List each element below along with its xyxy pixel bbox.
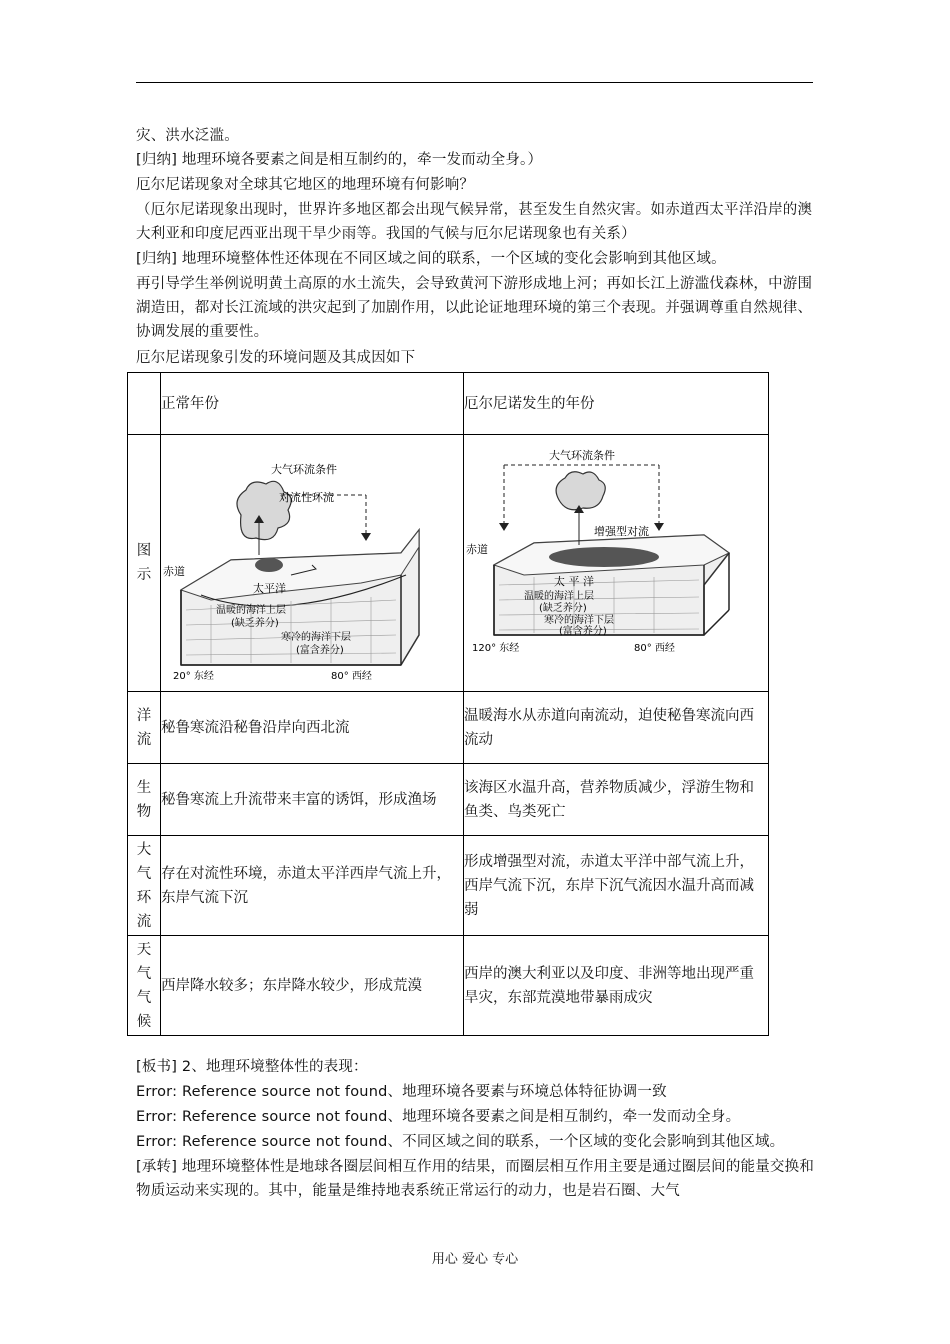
row-label-weather-climate: 天气气候 [128,936,161,1036]
cell-elnino: 温暖海水从赤道向南流动，迫使秘鲁寒流向西流动 [464,692,769,764]
label-atmos-circulation: 大气环流条件 [271,463,337,476]
table-row [128,836,769,936]
paragraph: [承转] 地理环境整体性是地球各圈层间相互作用的结果，而圈层相互作用主要是通过圈层间的能量交换和物质运动来实现的。其中，能量是维持地表系统正常运行的动力，也是岩石圈、大气 [136,1159,815,1199]
table-row-figure [128,435,769,692]
header-rule [136,82,813,83]
paragraph: Error: Reference source not found、地理环境各要素与环境总体特征协调一致 [136,1084,667,1100]
table-row [128,764,769,836]
header-normal-year: 正常年份 [161,373,464,435]
label-equator: 赤道 [163,565,185,578]
row-label-biology: 生物 [128,764,161,836]
label-upper-layer: 温暖的海洋上层 [524,591,594,602]
paragraph: 再引导学生举例说明黄土高原的水土流失，会导致黄河下游形成地上河；再如长江上游滥伐森林，中游围湖造田，都对长江流域的洪灾起到了加剧作用，以此论证地理环境的第三个表现。并强调尊重自然规律、协调发展的重要性。 [136,276,813,340]
paragraph: （厄尔尼诺现象出现时，世界许多地区都会出现气候异常，甚至发生自然灾害。如赤道西太平洋沿岸的澳大利亚和印度尼西亚出现干旱少雨等。我国的气候与厄尔尼诺现象也有关系） [136,202,813,242]
normal-year-diagram [161,435,463,683]
paragraph: [归纳] 地理环境整体性还体现在不同区域之间的联系，一个区域的变化会影响到其他区域。 [136,251,726,267]
diagram-normal-cell [161,435,464,692]
label-equator: 赤道 [466,543,488,556]
label-upper-note: (缺乏养分) [539,603,587,614]
label-lower-note: (富含养分) [296,645,344,656]
label-lower-layer: 寒冷的海洋下层 [281,632,351,643]
header-elnino-year: 厄尔尼诺发生的年份 [464,373,769,435]
label-lon-right: 80° 西经 [331,671,372,682]
table-row [128,692,769,764]
label-atmos-circulation: 大气环流条件 [549,449,615,462]
comparison-table [127,372,769,1036]
label-pacific: 太平洋 [253,582,286,595]
cell-elnino: 西岸的澳大利亚以及印度、非洲等地出现严重旱灾，东部荒漠地带暴雨成灾 [464,936,769,1036]
paragraph: Error: Reference source not found、地理环境各要素之间是相互制约，牵一发而动全身。 [136,1109,741,1125]
row-label-figure: 图示 [128,435,161,692]
label-lower-note: (富含养分) [559,626,607,637]
diagram-elnino-cell [464,435,769,692]
paragraph: [归纳] 地理环境各要素之间是相互制约的，牵一发而动全身。） [136,152,543,168]
table-row [128,936,769,1036]
row-label-ocean-current: 洋流 [128,692,161,764]
label-lon-left: 20° 东经 [173,671,214,682]
label-lower-layer: 寒冷的海洋下层 [544,615,614,626]
label-lon-left: 120° 东经 [472,643,520,654]
label-enhanced-convection: 增强型对流 [594,525,649,538]
paragraph: 灾、洪水泛滥。 [136,128,239,144]
page-footer: 用心 爱心 专心 [431,1252,519,1267]
paragraph: 厄尔尼诺现象引发的环境问题及其成因如下 [136,350,416,366]
elnino-year-diagram [464,435,768,683]
label-upper-note: (缺乏养分) [231,618,279,629]
paragraph: Error: Reference source not found、不同区域之间的联系，一个区域的变化会影响到其他区域。 [136,1134,785,1150]
table-header-row [128,373,769,435]
cell-normal: 秘鲁寒流上升流带来丰富的诱饵，形成渔场 [161,764,464,836]
cell-elnino: 形成增强型对流，赤道太平洋中部气流上升，西岸气流下沉，东岸下沉气流因水温升高而减弱 [464,836,769,936]
cell-normal: 秘鲁寒流沿秘鲁沿岸向西北流 [161,692,464,764]
row-label-atmospheric-circulation: 大气环流 [128,836,161,936]
cell-normal: 存在对流性环境，赤道太平洋西岸气流上升，东岸气流下沉 [161,836,464,936]
table-corner-cell [128,373,161,435]
label-convection: 对流性环流 [279,491,334,504]
label-upper-layer: 温暖的海洋上层 [216,605,286,616]
label-lon-right: 80° 西经 [634,643,675,654]
label-pacific: 太 平 洋 [554,575,594,588]
cell-elnino: 该海区水温升高，营养物质减少，浮游生物和鱼类、鸟类死亡 [464,764,769,836]
paragraph: [板书] 2、地理环境整体性的表现： [136,1059,368,1075]
paragraph: 厄尔尼诺现象对全球其它地区的地理环境有何影响？ [136,177,475,193]
cell-normal: 西岸降水较多；东岸降水较少，形成荒漠 [161,936,464,1036]
